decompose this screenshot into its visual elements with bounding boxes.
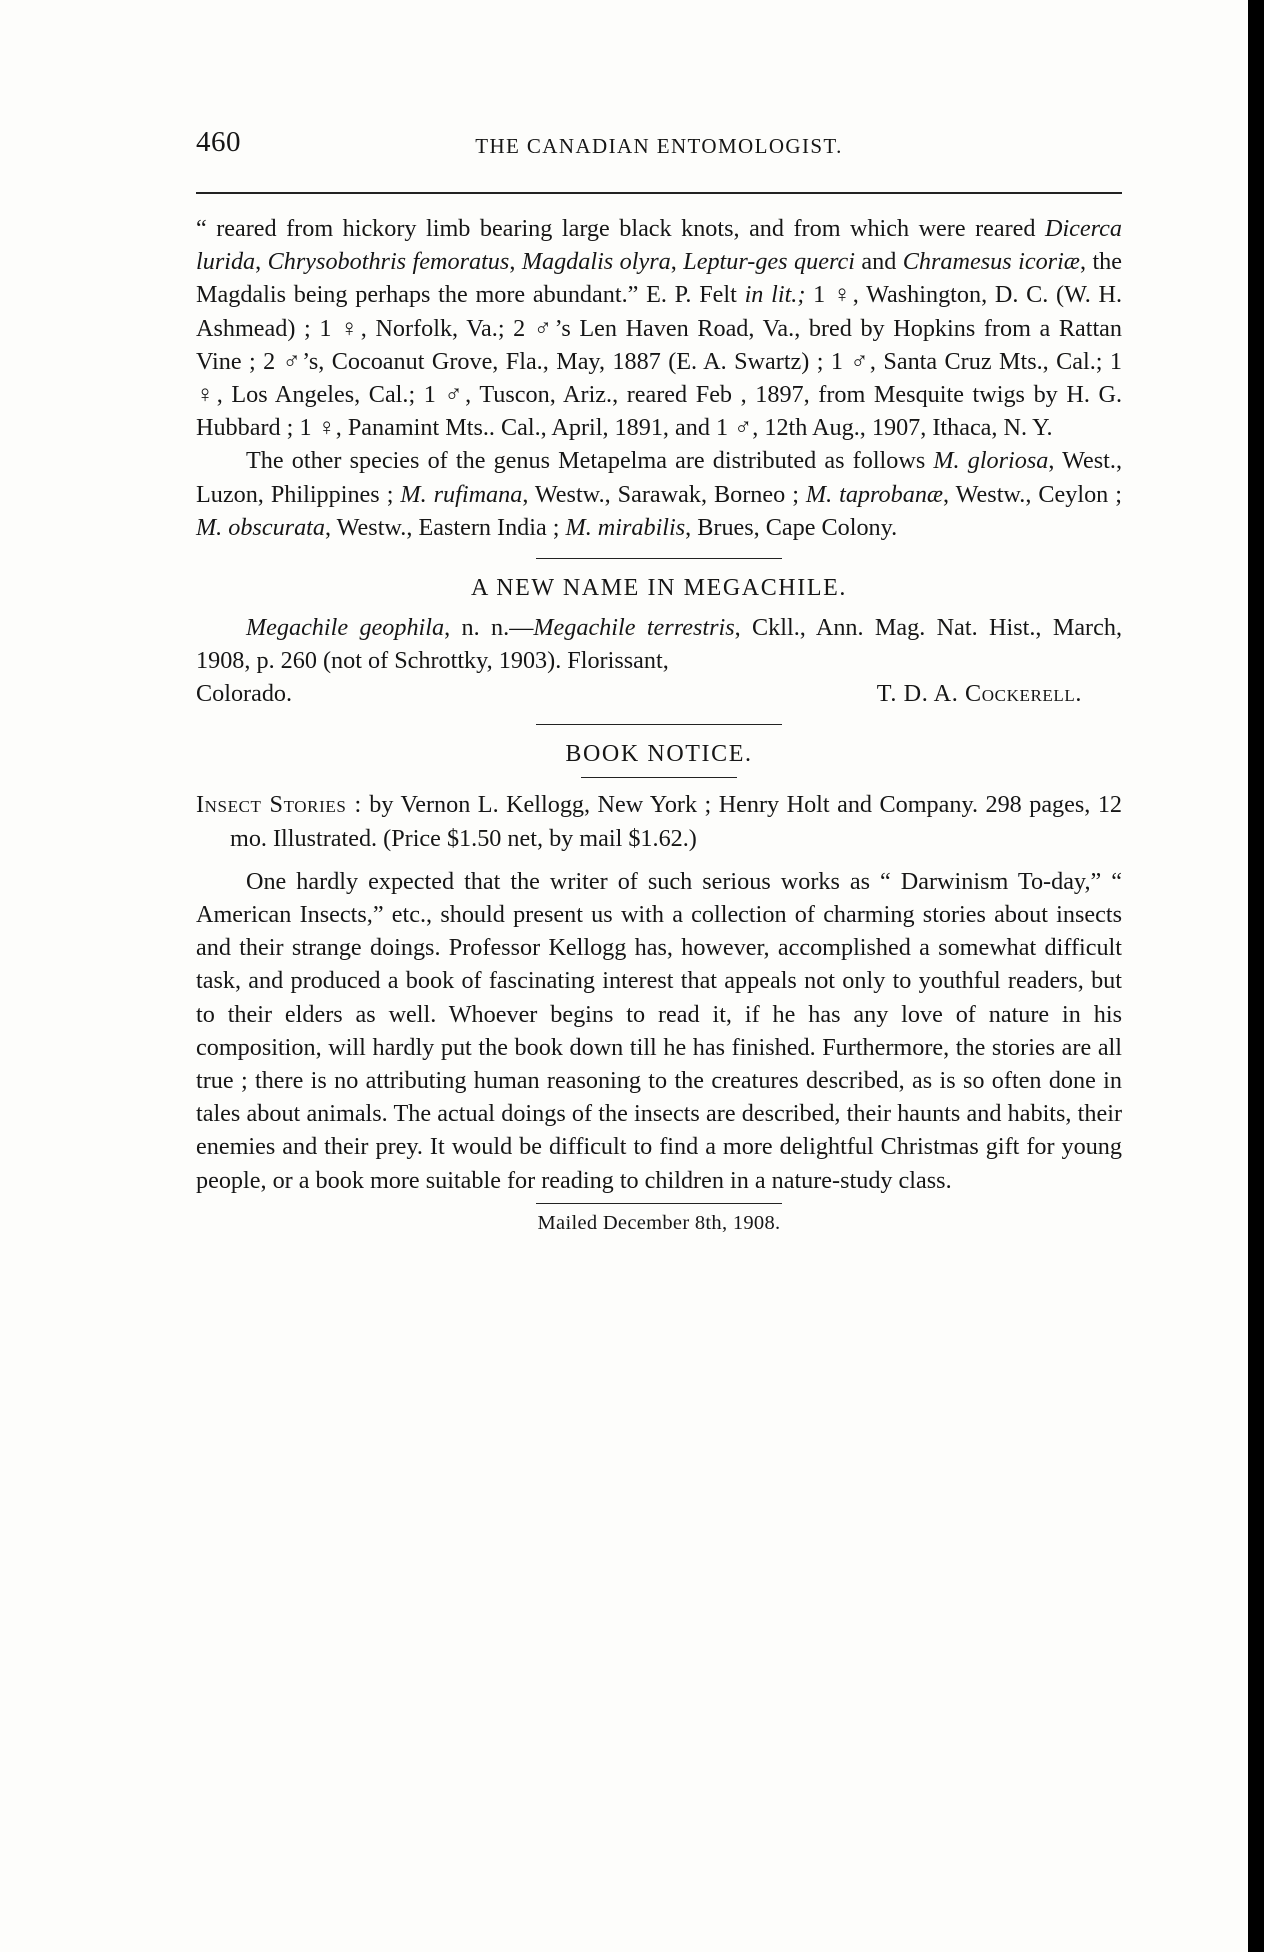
species-name: Dicerca lurida [196,215,1122,276]
footer-rule [536,1203,782,1204]
page-body [196,212,1122,1238]
species-name: M. mirabilis [565,513,686,541]
location: Colorado. [196,680,293,708]
journal-title: THE CANADIAN ENTOMOLOGIST. [475,134,843,158]
megachile-paragraph [196,611,1122,677]
text-run: , Brues, Cape Colony. [685,513,898,541]
species-name: Chrysobothris femoratus [267,248,510,276]
megachile-signature-line [196,677,1122,710]
section-rule [536,558,782,559]
header-rule [196,192,1122,194]
running-head [196,126,1122,166]
book-title: Insect Stories : [196,791,362,819]
species-name: M. gloriosa [933,447,1049,475]
species-name: M. obscurata [196,513,325,541]
species-name: M. rufimana [400,480,523,508]
scan-border [1248,0,1264,1952]
species-name: Magdalis olyra [521,248,671,276]
citation-details: by Vernon L. Kellogg, New York ; Henry Holt and Company. 298 pages, 12 mo. Illustrated. (Price $1.50 net, by mail $1.62.) [230,791,1123,852]
species-name: Chramesus icoriæ [902,248,1080,276]
text-run: , West., Luzon, Philippines ; [196,447,1122,508]
species-name: Leptur-ges querci [683,248,855,276]
page-number: 460 [196,126,241,158]
text-run: The other species of the genus Metapelma are distributed as follows [246,447,934,475]
species-name: Megachile geophila [246,614,445,642]
text-run: , n. n.— [444,614,534,642]
species-name: M. taprobanæ [805,480,944,508]
text-run: , the Magdalis being perhaps the more abundant.” E. P. Felt [196,248,1122,309]
section-rule [536,724,782,725]
text-run: , Westw., Ceylon ; [943,480,1122,508]
metapelma-records-paragraph [196,212,1122,444]
in-lit-note: in lit.; [744,281,806,309]
text-run: , Westw., Eastern India ; [325,513,566,541]
mailed-note: Mailed December 8th, 1908. [537,1211,781,1234]
text-run: , [670,248,684,276]
book-citation [196,788,1122,854]
text-run: 1 ♀, Washington, D. C. (W. H. Ashmead) ; 1 ♀, Norfolk, Va.; 2 ♂’s Len Haven Road, Va., bred by Hopkins from a Rattan Vine ; 2 ♂’s, Cocoanut Grove, Fla., May, 1887 (E. A. Swartz) ; 1 ♂, Santa Cruz Mts., Cal.; 1 ♀, Los Angeles, Cal.; 1 ♂, Tuscon, Ariz., reared Feb , 1897, from Mesquite twigs by H. G. Hubbard ; 1 ♀, Panamint Mts.. Cal., April, 1891, and 1 ♂, 12th Aug., 1907, Ithaca, N. Y. [196,281,1122,442]
text-run: and [854,248,903,276]
text-run: , [509,248,522,276]
distribution-paragraph [196,444,1122,544]
review-paragraph: One hardly expected that the writer of such serious works as “ Darwinism To-day,” “ American Insects,” etc., should present us with a collection of charming stories about insects and their strange doings. Professor Kellogg has, however, accomplished a somewhat difficult task, and produced a book of fascinating interest that appeals not only to youthful readers, but to their elders as well. Whoever begins to read it, if he has any love of nature in his composition, will hardly put the book down till he has finished. Furthermore, the stories are all true ; there is no attributing human reasoning to the creatures described, as is so often done in tales about animals. The actual doings of the insects are described, their haunts and habits, their enemies and their prey. It would be difficult to find a more delightful Christmas gift for young people, or a book more suitable for reading to children in a nature-study class. [196,867,1122,1194]
text-run: “ reared from hickory limb bearing large black knots, and from which were reared [196,215,1045,242]
megachile-heading: A NEW NAME IN MEGACHILE. [471,575,847,602]
text-run: , [255,248,268,276]
heading-underline [581,777,737,778]
species-name: Megachile terrestris [533,614,735,642]
text-run: , Ckll., Ann. Mag. Nat. Hist., March, 1908, p. 260 (not of Schrottky, 1903). Florissant, [196,614,1122,675]
text-run: , Westw., Sarawak, Borneo ; [522,480,806,508]
author-signature: T. D. A. Cockerell. [876,680,1082,708]
book-notice-heading: BOOK NOTICE. [565,741,753,768]
